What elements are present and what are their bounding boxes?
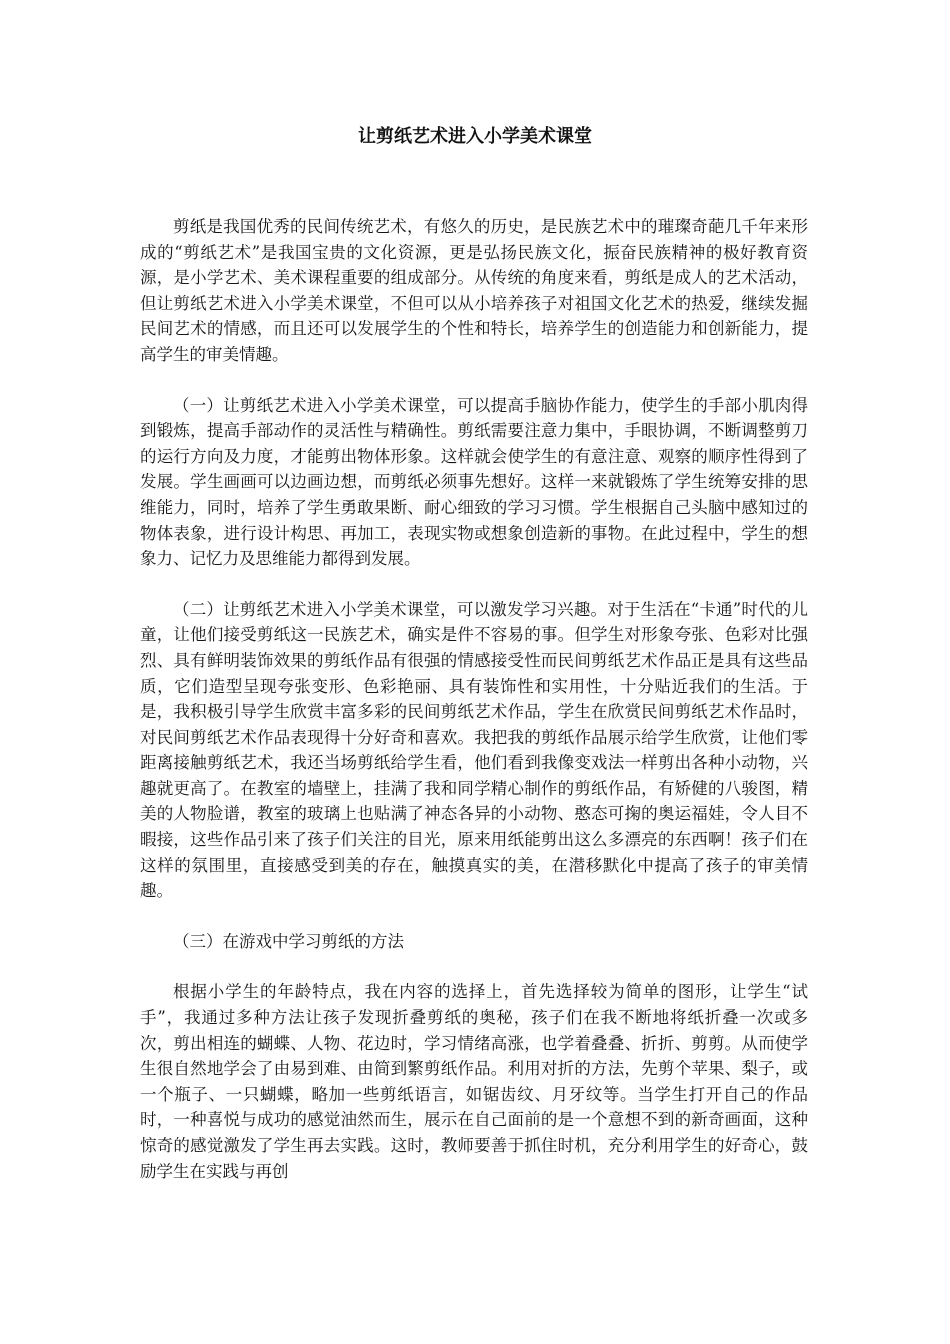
document-body <box>140 214 808 1209</box>
paragraph-section-3: 根据小学生的年龄特点，我在内容的选择上，首先选择较为简单的图形，让学生“试手”，我通过多种方法让孩子发现折叠剪纸的奥秘，孩子们在我不断地将纸折叠一次或多次，剪出相连的蝴蝶、人物、花边时，学习情绪高涨，也学着叠叠、折折、剪剪。从而使学生很自然地学会了由易到难、由简到繁剪纸作品。利用对折的方法，先剪个苹果、梨子，或一个瓶子、一只蝴蝶，略加一些剪纸语言，如锯齿纹、月牙纹等。当学生打开自己的作品时，一种喜悦与成功的感觉油然而生，展示在自己面前的是一个意想不到的新奇画面，这种惊奇的感觉激发了学生再去实践。这时，教师要善于抓住时机，充分利用学生的好奇心，鼓励学生在实践与再创 <box>140 982 808 1181</box>
paragraph-section-2: （二）让剪纸艺术进入小学美术课堂，可以激发学习兴趣。对于生活在“卡通”时代的儿童，让他们接受剪纸这一民族艺术，确实是件不容易的事。但学生对形象夸张、色彩对比强烈、具有鲜明装饰效果的剪纸作品有很强的情感接受性而民间剪纸艺术作品正是具有这些品质，它们造型呈现夸张变形、色彩艳丽、具有装饰性和实用性，十分贴近我们的生活。于是，我积极引导学生欣赏丰富多彩的民间剪纸艺术作品，学生在欣赏民间剪纸艺术作品时，对民间剪纸艺术作品表现得十分好奇和喜欢。我把我的剪纸作品展示给学生欣赏，让他们零距离接触剪纸艺术，我还当场剪纸给学生看，他们看到我像变戏法一样剪出各种小动物，兴趣就更高了。在教室的墙壁上，挂满了我和同学精心制作的剪纸作品，有矫健的八骏图，精美的人物脸谱，教室的玻璃上也贴满了神态各异的小动物、憨态可掬的奥运福娃，令人目不暇接，这些作品引来了孩子们关注的目光，原来用纸能剪出这么多漂亮的东西啊！孩子们在这样的氛围里，直接感受到美的存在，触摸真实的美，在潜移默化中提高了孩子的审美情趣。 <box>140 599 808 901</box>
paragraph-section-1: （一）让剪纸艺术进入小学美术课堂，可以提高手脑协作能力，使学生的手部小肌肉得到锻炼，提高手部动作的灵活性与精确性。剪纸需要注意力集中，手眼协调，不断调整剪刀的运行方向及力度，才能剪出物体形象。这样就会使学生的有意注意、观察的顺序性得到了发展。学生画画可以边画边想，而剪纸必须事先想好。这样一来就锻炼了学生统筹安排的思维能力，同时，培养了学生勇敢果断、耐心细致的学习习惯。学生根据自己头脑中感知过的物体表象，进行设计构思、再加工，表现实物或想象创造新的事物。在此过程中，学生的想象力、记忆力及思维能力都得到发展。 <box>140 395 808 569</box>
document-title: 让剪纸艺术进入小学美术课堂 <box>358 126 592 147</box>
paragraph-intro: 剪纸是我国优秀的民间传统艺术，有悠久的历史，是民族艺术中的璀璨奇葩几千年来形成的“剪纸艺术”是我国宝贵的文化资源，更是弘扬民族文化，振奋民族精神的极好教育资源，是小学艺术、美术课程重要的组成部分。从传统的角度来看，剪纸是成人的艺术活动，但让剪纸艺术进入小学美术课堂，不但可以从小培养孩子对祖国文化艺术的热爱，继续发掘民间艺术的情感，而且还可以发展学生的个性和特长，培养学生的创造能力和创新能力，提高学生的审美情趣。 <box>140 217 808 364</box>
section-3-heading: （三）在游戏中学习剪纸的方法 <box>173 931 404 951</box>
